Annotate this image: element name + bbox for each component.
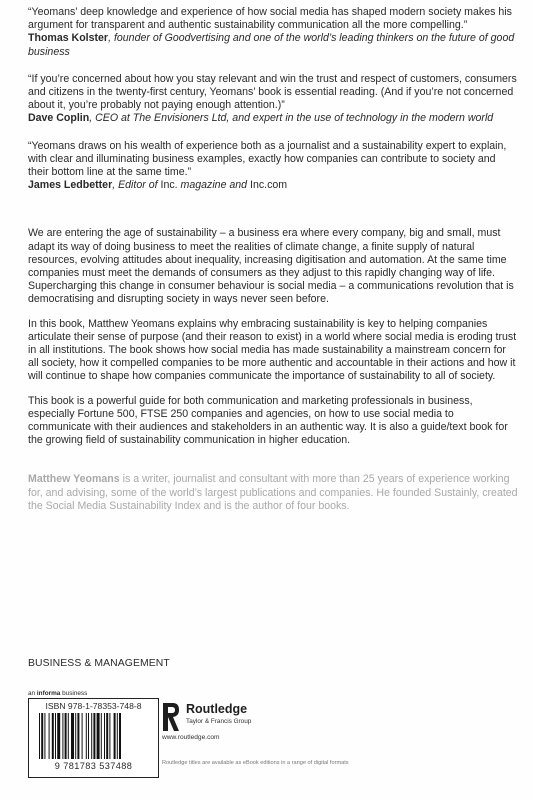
quote-attribution — [28, 112, 518, 125]
quote-attribution — [28, 32, 518, 58]
back-cover-text — [28, 6, 518, 513]
quote-1 — [28, 6, 518, 59]
author-bio-text: is a writer, journalist and consultant with more than 25 years of experience working for, and advising, some of the world’s largest publications and companies. He founded Sustainly, created the Social Media Sustainability Index and is the author of four books. — [28, 473, 518, 512]
author-bio — [28, 473, 518, 513]
quote-author: Thomas Kolster — [28, 32, 109, 45]
barcode-box — [28, 698, 159, 778]
blurb-paragraph: We are entering the age of sustainability – a business era where every company, big and small, must adapt its way of doing business to meet the realities of climate change, a finite supply of natural resources, evolving attitudes about inequality, increasing digitisation and automation. At the same time companies must meet the demands of consumers as they adjust to this rapidly changing way of life. Supercharging this change in consumer behaviour is social media – a communications revolution that is democratising and disrupting society in ways never seen before. — [28, 227, 514, 306]
quote-role-website: Inc.com — [250, 179, 288, 192]
quote-role: , CEO at The Envisioners Ltd, and expert in the use of technology in the modern world — [89, 112, 494, 125]
quote-role: , Editor of — [112, 179, 161, 192]
quote-attribution — [28, 179, 518, 192]
quote-text: “Yeomans’ deep knowledge and experience of how social media has shaped modern society makes his argument for transparent and authentic sustainability communication all the more compelling.” — [28, 6, 512, 32]
quote-role-publication: Inc. — [160, 179, 178, 192]
publisher-group: Taylor & Francis Group — [186, 718, 252, 725]
quote-role: magazine and — [177, 179, 251, 192]
barcode-number: 9 781783 537488 — [54, 761, 133, 771]
blurb-paragraph: This book is a powerful guide for both communication and marketing professionals in business, especially Fortune 500, FTSE 250 companies and agencies, on how to use social media to communicate with their audiences and stakeholders in an authentic way. It is also a guide/text book for the growing field of sustainability communication in higher education. — [28, 394, 508, 447]
quote-text: “Yeomans draws on his wealth of experience both as a journalist and a sustainability expert to explain, with clear and illuminating business examples, exactly how companies can contribute to society and their bottom line at the same time.” — [28, 139, 507, 179]
quote-role: , founder of Goodvertising and one of the world’s leading thinkers on the future of good business — [28, 32, 515, 58]
quote-author: Dave Coplin — [28, 112, 90, 125]
quote-3 — [28, 140, 518, 193]
quote-2 — [28, 73, 518, 126]
publisher-url[interactable]: www.routledge.com — [162, 734, 220, 741]
blurb-paragraph: In this book, Matthew Yeomans explains why embracing sustainability is key to helping companies articulate their sense of purpose (and their reason to exist) in a world where social media is eroding trust in all institutions. The book shows how social media has made sustainability a mainstream concern for all society, how it compelled companies to be more authentic and accountable in their actions and how it will continue to shape how companies communicate the importance of sustainability to all of society. — [28, 317, 517, 383]
barcode-icon — [39, 713, 149, 759]
quote-text: “If you’re concerned about how you stay relevant and win the trust and respect of customers, consumers and citizens in the twenty-first century, Yeomans’ book is essential reading. (And if you’re not concerned about it, you’re probably not paying enough attention.)” — [28, 72, 517, 112]
category-label: BUSINESS & MANAGEMENT — [28, 658, 170, 669]
ebook-note: Routledge titles are available as eBook editions in a range of digital formats — [162, 760, 349, 766]
informa-business-label: an informa business — [28, 690, 88, 697]
routledge-logo-icon — [162, 702, 180, 732]
quote-author: James Ledbetter — [28, 179, 113, 192]
isbn-label: ISBN 978-1-78353-748-8 — [45, 701, 142, 711]
publisher-name: Routledge — [186, 702, 248, 716]
author-name: Matthew Yeomans — [28, 473, 120, 486]
spacer — [28, 206, 518, 227]
